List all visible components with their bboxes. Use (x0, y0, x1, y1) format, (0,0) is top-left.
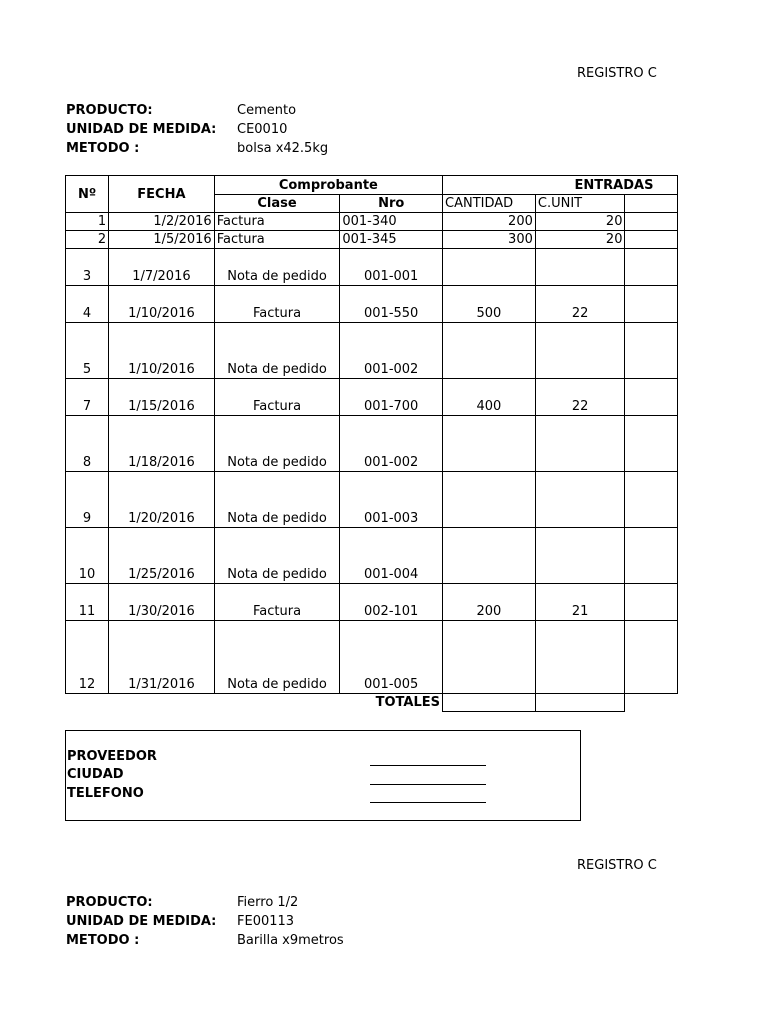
cell-fecha: 1/10/2016 (109, 323, 215, 379)
cell-fecha: 1/10/2016 (109, 286, 215, 323)
unidad-label-2: UNIDAD DE MEDIDA: (66, 914, 217, 929)
header-extra (625, 195, 678, 213)
telefono-label: TELEFONO (67, 786, 144, 801)
header-comprobante: Comprobante (214, 176, 442, 195)
cell-cantidad (443, 323, 536, 379)
cell-nro: 001-005 (340, 621, 443, 694)
producto-value: Cemento (237, 103, 297, 118)
ciudad-label: CIUDAD (67, 767, 124, 782)
cell-clase: Nota de pedido (214, 621, 340, 694)
cell-num: 4 (66, 286, 109, 323)
cell-clase: Factura (214, 584, 340, 621)
cell-cantidad: 500 (443, 286, 536, 323)
cell-fecha: 1/15/2016 (109, 379, 215, 416)
ciudad-line (370, 784, 486, 785)
cell-cantidad (443, 416, 536, 472)
cell-nro: 001-340 (340, 213, 443, 231)
cell-clase: Nota de pedido (214, 249, 340, 286)
cell-clase: Factura (214, 379, 340, 416)
metodo-label: METODO : (66, 141, 140, 156)
cell-cunit (535, 249, 625, 286)
table-row (66, 584, 678, 621)
unidad-label: UNIDAD DE MEDIDA: (66, 122, 217, 137)
cell-cunit (535, 323, 625, 379)
cell-cantidad: 200 (443, 584, 536, 621)
cell-nro: 001-345 (340, 231, 443, 249)
cell-cantidad: 400 (443, 379, 536, 416)
header-num: Nº (66, 176, 109, 213)
cell-clase: Factura (214, 213, 340, 231)
metodo-value-2: Barilla x9metros (237, 933, 344, 948)
cell-num: 12 (66, 621, 109, 694)
cell-nro: 001-550 (340, 286, 443, 323)
cell-cunit (535, 528, 625, 584)
header-entradas: ENTRADAS (443, 176, 678, 195)
table-row (66, 379, 678, 416)
cell-nro: 001-003 (340, 472, 443, 528)
header-clase: Clase (214, 195, 340, 213)
kardex-table (65, 175, 678, 712)
cell-nro: 001-002 (340, 323, 443, 379)
cell-fecha: 1/20/2016 (109, 472, 215, 528)
cell-fecha: 1/2/2016 (109, 213, 215, 231)
header-cunit: C.UNIT (535, 195, 625, 213)
table-row (66, 231, 678, 249)
cell-fecha: 1/25/2016 (109, 528, 215, 584)
cell-cunit: 22 (535, 286, 625, 323)
cell-cantidad (443, 528, 536, 584)
header-nro: Nro (340, 195, 443, 213)
cell-cunit: 20 (535, 231, 625, 249)
cell-num: 11 (66, 584, 109, 621)
proveedor-line (370, 765, 486, 766)
cell-clase: Nota de pedido (214, 416, 340, 472)
cell-cantidad (443, 621, 536, 694)
cell-fecha: 1/7/2016 (109, 249, 215, 286)
producto-label-2: PRODUCTO: (66, 895, 153, 910)
cell-cunit (535, 621, 625, 694)
cell-nro: 001-002 (340, 416, 443, 472)
cell-fecha: 1/5/2016 (109, 231, 215, 249)
cell-fecha: 1/30/2016 (109, 584, 215, 621)
cell-cunit: 22 (535, 379, 625, 416)
cell-clase: Factura (214, 231, 340, 249)
cell-cunit (535, 472, 625, 528)
cell-num: 7 (66, 379, 109, 416)
header-cantidad: CANTIDAD (443, 195, 536, 213)
unidad-value: CE0010 (237, 122, 288, 137)
cell-clase: Nota de pedido (214, 472, 340, 528)
cell-num: 8 (66, 416, 109, 472)
metodo-label-2: METODO : (66, 933, 140, 948)
cell-clase: Factura (214, 286, 340, 323)
telefono-line (370, 802, 486, 803)
cell-nro: 001-004 (340, 528, 443, 584)
total-cantidad (443, 694, 536, 712)
cell-nro: 002-101 (340, 584, 443, 621)
table-row (66, 416, 678, 472)
producto-label: PRODUCTO: (66, 103, 153, 118)
table-row (66, 213, 678, 231)
cell-num: 10 (66, 528, 109, 584)
table-row (66, 249, 678, 286)
cell-nro: 001-700 (340, 379, 443, 416)
proveedor-label: PROVEEDOR (67, 749, 157, 764)
registro-title-2: REGISTRO C (577, 858, 657, 873)
total-cunit (535, 694, 625, 712)
cell-cunit (535, 416, 625, 472)
cell-cunit: 21 (535, 584, 625, 621)
supplier-box (65, 730, 581, 821)
cell-fecha: 1/18/2016 (109, 416, 215, 472)
cell-num: 5 (66, 323, 109, 379)
unidad-value-2: FE00113 (237, 914, 295, 929)
header-fecha: FECHA (109, 176, 215, 213)
cell-cunit: 20 (535, 213, 625, 231)
cell-cantidad (443, 472, 536, 528)
cell-cantidad (443, 249, 536, 286)
totales-label: TOTALES (340, 694, 443, 712)
cell-clase: Nota de pedido (214, 323, 340, 379)
totals-row (66, 694, 678, 712)
cell-cantidad: 200 (443, 213, 536, 231)
cell-clase: Nota de pedido (214, 528, 340, 584)
cell-num: 1 (66, 213, 109, 231)
table-row (66, 286, 678, 323)
table-row (66, 472, 678, 528)
table-row (66, 528, 678, 584)
registro-title-1: REGISTRO C (577, 66, 657, 81)
producto-value-2: Fierro 1/2 (237, 895, 299, 910)
cell-fecha: 1/31/2016 (109, 621, 215, 694)
cell-num: 2 (66, 231, 109, 249)
metodo-value: bolsa x42.5kg (237, 141, 329, 156)
cell-cantidad: 300 (443, 231, 536, 249)
cell-num: 3 (66, 249, 109, 286)
table-row (66, 323, 678, 379)
table-row (66, 621, 678, 694)
cell-nro: 001-001 (340, 249, 443, 286)
cell-num: 9 (66, 472, 109, 528)
